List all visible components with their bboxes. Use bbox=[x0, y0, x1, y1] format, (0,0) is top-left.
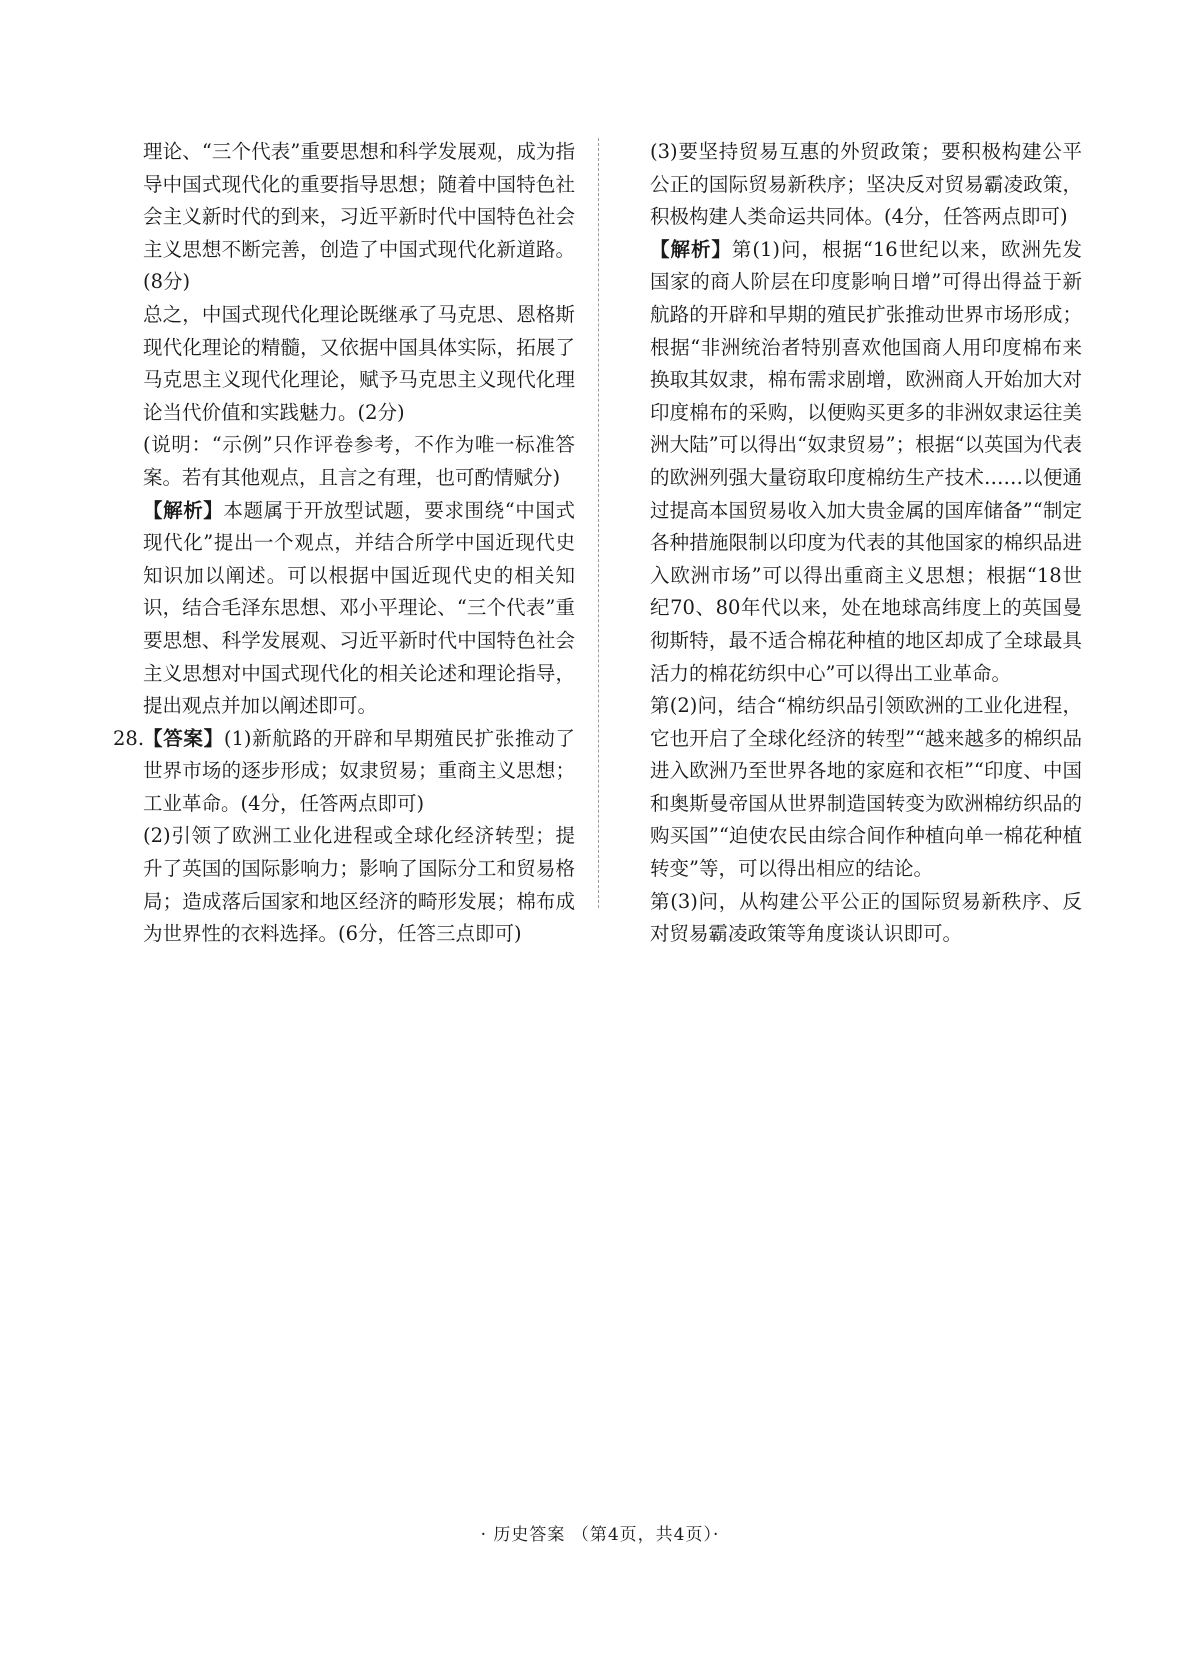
q28-answer-part2: (2)引领了欧洲工业化进程或全球化经济转型；提升了英国的国际影响力；影响了国际分工和贸易格局；造成落后国家和地区经济的畸形发展；棉布成为世界性的衣料选择。(6分，任答三点即可) bbox=[143, 824, 575, 946]
left-paragraph-1: 理论、“三个代表”重要思想和科学发展观，成为指导中国式现代化的重要指导思想；随着中国特色社会主义新时代的到来，习近平新时代中国特色社会主义思想不断完善，创造了中国式现代化新道路。(8分) bbox=[143, 140, 575, 294]
right-analysis-q3: 第(3)问，从构建公平公正的国际贸易新秩序、反对贸易霸凌政策等角度谈认识即可。 bbox=[650, 889, 1082, 946]
left-paragraph-2: 总之，中国式现代化理论既继承了马克思、恩格斯现代化理论的精髓，又依据中国具体实际，拓展了马克思主义现代化理论，赋予马克思主义现代化理论当代价值和实践魅力。(2分) bbox=[143, 302, 575, 424]
analysis-text: 本题属于开放型试题，要求围绕“中国式现代化”提出一个观点，并结合所学中国近现代史知识加以阐述。可以根据中国近现代史的相关知识，结合毛泽东思想、邓小平理论、“三个代表”重要思想、科学发展观、习近平新时代中国特色社会主义思想对中国式现代化的相关论述和理论指导，提出观点并加以阐述即可。 bbox=[143, 498, 575, 718]
column-divider bbox=[598, 138, 599, 908]
question-28 bbox=[113, 723, 575, 951]
page-footer: · 历史答案 （第4页，共4页）· bbox=[480, 1525, 720, 1545]
q28-answer bbox=[143, 723, 575, 821]
right-analysis-q2: 第(2)问，结合“棉纺织品引领欧洲的工业化进程，它也开启了全球化经济的转型”“越来越多的棉织品进入欧洲乃至世界各地的家庭和衣柜”“印度、中国和奥斯曼帝国从世界制造国转变为欧洲棉纺织品的购买国”“迫使农民由综合间作种植向单一棉花种植转变”等，可以得出相应的结论。 bbox=[650, 694, 1082, 881]
left-analysis bbox=[143, 495, 575, 723]
q28-answer-part1: (1)新航路的开辟和早期殖民扩张推动了世界市场的逐步形成；奴隶贸易；重商主义思想；工业革命。(4分，任答两点即可) bbox=[143, 726, 575, 815]
left-paragraph-3: (说明：“示例”只作评卷参考，不作为唯一标准答案。若有其他观点，且言之有理，也可酌情赋分) bbox=[143, 433, 575, 489]
answer-tag: 【答案】 bbox=[143, 726, 224, 750]
question-number: 28. bbox=[113, 726, 145, 750]
analysis-q1-text: 第(1)问，根据“16世纪以来，欧洲先发国家的商人阶层在印度影响日增”可得出得益于新航路的开辟和早期的殖民扩张推动世界市场形成；根据“非洲统治者特别喜欢他国商人用印度棉布来换取其奴隶，棉布需求剧增，欧洲商人开始加大对印度棉布的采购，以便购买更多的非洲奴隶运往美洲大陆”可以得出“奴隶贸易”；根据“以英国为代表的欧洲列强大量窃取印度棉纺生产技术……以便通过提高本国贸易收入加大贵金属的国库储备”“制定各种措施限制以印度为代表的其他国家的棉织品进入欧洲市场”可以得出重商主义思想；根据“18世纪70、80年代以来，处在地球高纬度上的英国曼彻斯特，最不适合棉花种植的地区却成了全球最具活力的棉花纺织中心”可以得出工业革命。 bbox=[650, 237, 1082, 685]
left-column bbox=[113, 136, 575, 951]
right-column bbox=[650, 136, 1082, 951]
right-analysis-q1 bbox=[650, 234, 1082, 690]
analysis-tag: 【解析】 bbox=[650, 237, 732, 261]
q28-answer-part3: (3)要坚持贸易互惠的外贸政策；要积极构建公平公正的国际贸易新秩序；坚决反对贸易霸凌政策，积极构建人类命运共同体。(4分，任答两点即可) bbox=[650, 140, 1082, 229]
analysis-tag: 【解析】 bbox=[143, 498, 224, 522]
